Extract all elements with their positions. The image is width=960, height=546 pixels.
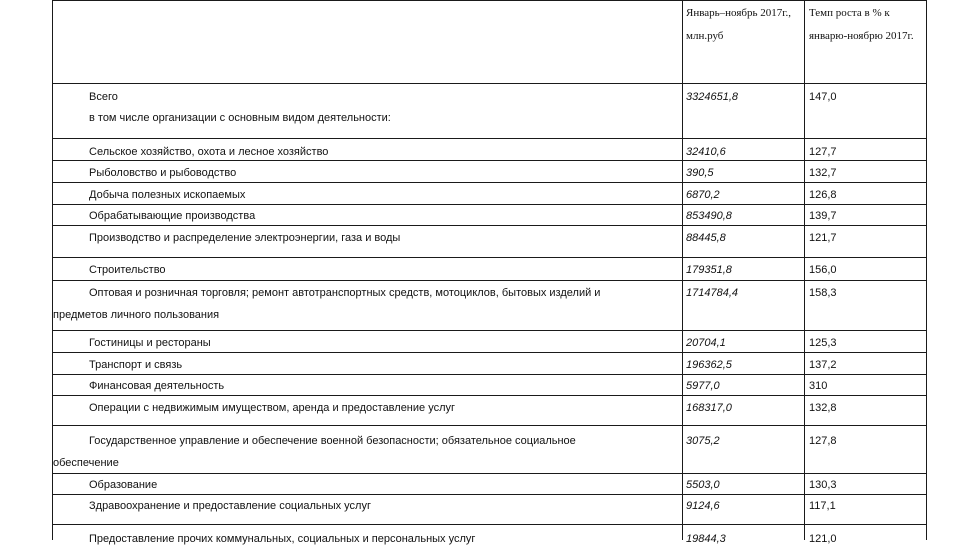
row-divider — [52, 425, 927, 426]
row-value: 32410,6 — [686, 146, 726, 158]
row-divider — [52, 83, 927, 84]
row-label-continuation: обеспечение — [53, 457, 119, 469]
row-divider — [52, 494, 927, 495]
row-label: Здравоохранение и предоставление социальных услуг — [89, 500, 371, 512]
row-divider — [52, 374, 927, 375]
row-label: Добыча полезных ископаемых — [89, 189, 246, 201]
header-value-line1: Январь–ноябрь 2017г., — [686, 7, 792, 19]
row-divider — [52, 330, 927, 331]
row-growth: 130,3 — [809, 479, 837, 491]
row-value: 5503,0 — [686, 479, 720, 491]
row-label: Операции с недвижимым имуществом, аренда и предоставление услуг — [89, 402, 456, 414]
row-growth: 121,0 — [809, 533, 837, 545]
row-divider — [52, 182, 927, 183]
row-label: Оптовая и розничная торговля; ремонт автотранспортных средств, мотоциклов, бытовых изделий и — [89, 287, 601, 299]
row-value: 6870,2 — [686, 189, 720, 201]
row-divider — [52, 473, 927, 474]
row-value: 3075,2 — [686, 435, 720, 447]
row-divider — [52, 395, 927, 396]
row-divider — [52, 160, 927, 161]
row-value: 1714784,4 — [686, 287, 738, 299]
row-value: 168317,0 — [686, 402, 732, 414]
row-growth: 132,8 — [809, 402, 837, 414]
header-value-line2: млн.руб — [686, 30, 724, 42]
row-growth: 121,7 — [809, 232, 837, 244]
row-label: Производство и распределение электроэнергии, газа и воды — [89, 232, 401, 244]
row-label: Сельское хозяйство, охота и лесное хозяйство — [89, 146, 329, 158]
row-label: Транспорт и связь — [89, 359, 183, 371]
table-border-top — [52, 0, 927, 1]
row-value: 9124,6 — [686, 500, 720, 512]
row-label: Всего — [89, 91, 118, 103]
row-label-continuation: предметов личного пользования — [53, 309, 220, 321]
row-growth: 147,0 — [809, 91, 837, 103]
row-divider — [52, 225, 927, 226]
row-growth: 132,7 — [809, 167, 837, 179]
column-divider — [804, 0, 805, 540]
row-value: 196362,5 — [686, 359, 732, 371]
row-divider — [52, 352, 927, 353]
row-label: в том числе организации с основным видом деятельности: — [89, 112, 391, 124]
row-label: Гостиницы и рестораны — [89, 337, 211, 349]
row-growth: 158,3 — [809, 287, 837, 299]
row-label: Государственное управление и обеспечение военной безопасности; обязательное социальное — [89, 435, 576, 447]
row-label: Строительство — [89, 264, 166, 276]
row-growth: 126,8 — [809, 189, 837, 201]
row-divider — [52, 204, 927, 205]
row-value: 390,5 — [686, 167, 714, 179]
row-value: 179351,8 — [686, 264, 732, 276]
row-growth: 117,1 — [809, 500, 836, 512]
row-label: Рыболовство и рыбоводство — [89, 167, 237, 179]
table-border-right — [926, 0, 927, 540]
column-divider — [682, 0, 683, 540]
row-growth: 139,7 — [809, 210, 837, 222]
row-growth: 127,8 — [809, 435, 837, 447]
row-label: Обрабатывающие производства — [89, 210, 256, 222]
row-value: 88445,8 — [686, 232, 726, 244]
header-growth-line2: январю-ноябрю 2017г. — [809, 30, 914, 42]
row-divider — [52, 138, 927, 139]
row-value: 3324651,8 — [686, 91, 738, 103]
row-value: 20704,1 — [686, 337, 726, 349]
row-divider — [52, 280, 927, 281]
row-growth: 137,2 — [809, 359, 837, 371]
row-growth: 156,0 — [809, 264, 837, 276]
row-value: 5977,0 — [686, 380, 720, 392]
row-value: 853490,8 — [686, 210, 732, 222]
row-value: 19844,3 — [686, 533, 726, 545]
row-growth: 127,7 — [809, 146, 837, 158]
row-growth: 310 — [809, 380, 828, 392]
header-growth-line1: Темп роста в % к — [809, 7, 890, 19]
row-divider — [52, 524, 927, 525]
row-divider — [52, 257, 927, 258]
row-label: Образование — [89, 479, 158, 491]
row-label: Предоставление прочих коммунальных, социальных и персональных услуг — [89, 533, 476, 545]
row-label: Финансовая деятельность — [89, 380, 225, 392]
row-growth: 125,3 — [809, 337, 837, 349]
